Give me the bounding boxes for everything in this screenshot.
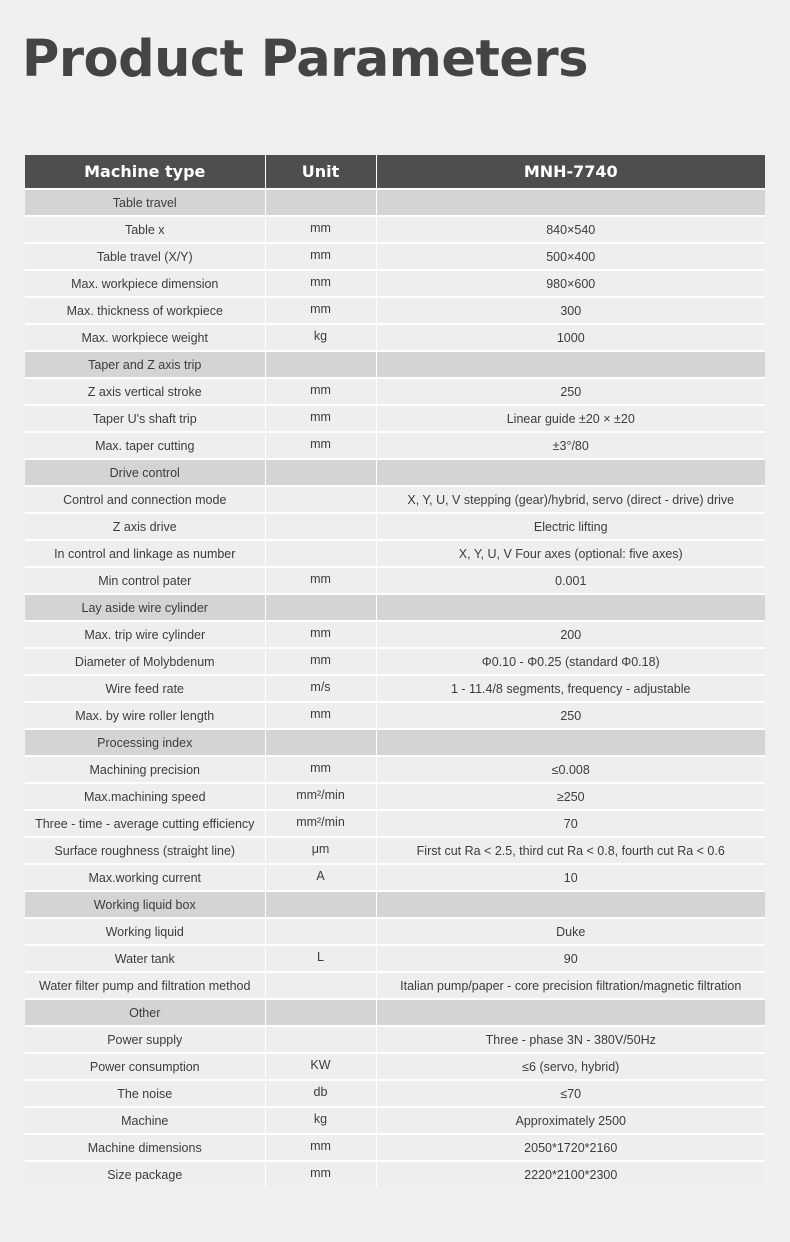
param-value: Linear guide ±20 × ±20 [376, 405, 765, 432]
section-row [25, 729, 765, 756]
table-row [25, 918, 765, 945]
section-unit [265, 594, 376, 621]
param-value: 980×600 [376, 270, 765, 297]
param-label: Machining precision [25, 756, 265, 783]
param-unit: KW [265, 1053, 376, 1080]
param-unit: mm [265, 432, 376, 459]
param-value: Three - phase 3N - 380V/50Hz [376, 1026, 765, 1053]
section-value [376, 999, 765, 1026]
table-row [25, 243, 765, 270]
param-unit [265, 1026, 376, 1053]
param-unit: A [265, 864, 376, 891]
table-row [25, 1080, 765, 1107]
param-label: Max. taper cutting [25, 432, 265, 459]
param-value: ≤6 (servo, hybrid) [376, 1053, 765, 1080]
param-unit: mm [265, 621, 376, 648]
param-unit: mm [265, 378, 376, 405]
param-value: 250 [376, 378, 765, 405]
section-unit [265, 729, 376, 756]
section-unit [265, 351, 376, 378]
section-row [25, 351, 765, 378]
table-row [25, 297, 765, 324]
param-unit: mm [265, 243, 376, 270]
table-row [25, 972, 765, 999]
param-value: Φ0.10 - Φ0.25 (standard Φ0.18) [376, 648, 765, 675]
section-value [376, 891, 765, 918]
param-label: In control and linkage as number [25, 540, 265, 567]
table-row [25, 567, 765, 594]
param-unit: mm [265, 405, 376, 432]
param-unit [265, 513, 376, 540]
param-label: Machine [25, 1107, 265, 1134]
param-label: Wire feed rate [25, 675, 265, 702]
param-label: Max. thickness of workpiece [25, 297, 265, 324]
param-unit [265, 972, 376, 999]
param-label: Min control pater [25, 567, 265, 594]
param-value: 1000 [376, 324, 765, 351]
param-value: ≤70 [376, 1080, 765, 1107]
param-label: Power supply [25, 1026, 265, 1053]
param-unit: mm [265, 702, 376, 729]
param-label: Three - time - average cutting efficiency [25, 810, 265, 837]
param-unit: mm [265, 297, 376, 324]
table-row [25, 621, 765, 648]
param-value: ≤0.008 [376, 756, 765, 783]
section-unit [265, 459, 376, 486]
param-label: Max. workpiece weight [25, 324, 265, 351]
param-value: 2220*2100*2300 [376, 1161, 765, 1187]
table-row [25, 486, 765, 513]
param-label: Max. workpiece dimension [25, 270, 265, 297]
table-header-row [25, 155, 765, 189]
spec-table [25, 155, 765, 1187]
section-label: Processing index [25, 729, 265, 756]
section-label: Table travel [25, 189, 265, 216]
param-label: Table x [25, 216, 265, 243]
table-row [25, 405, 765, 432]
param-unit: mm [265, 216, 376, 243]
param-label: Max. trip wire cylinder [25, 621, 265, 648]
param-value: 500×400 [376, 243, 765, 270]
param-value: 0.001 [376, 567, 765, 594]
table-row [25, 513, 765, 540]
param-unit: kg [265, 324, 376, 351]
param-value: 1 - 11.4/8 segments, frequency - adjustable [376, 675, 765, 702]
param-unit: mm [265, 648, 376, 675]
param-label: Control and connection mode [25, 486, 265, 513]
param-unit: L [265, 945, 376, 972]
table-row [25, 648, 765, 675]
table-row [25, 756, 765, 783]
param-label: Diameter of Molybdenum [25, 648, 265, 675]
param-unit: mm [265, 756, 376, 783]
table-row [25, 810, 765, 837]
section-label: Working liquid box [25, 891, 265, 918]
param-value: X, Y, U, V Four axes (optional: five axes) [376, 540, 765, 567]
param-value: Italian pump/paper - core precision filtration/magnetic filtration [376, 972, 765, 999]
section-unit [265, 999, 376, 1026]
section-row [25, 459, 765, 486]
table-row [25, 864, 765, 891]
param-label: Machine dimensions [25, 1134, 265, 1161]
table-row [25, 1026, 765, 1053]
section-unit [265, 189, 376, 216]
param-label: Working liquid [25, 918, 265, 945]
param-value: 10 [376, 864, 765, 891]
param-label: Size package [25, 1161, 265, 1187]
section-unit [265, 891, 376, 918]
header-machine-type: Machine type [25, 155, 265, 189]
section-value [376, 351, 765, 378]
param-value: ±3°/80 [376, 432, 765, 459]
section-label: Taper and Z axis trip [25, 351, 265, 378]
param-label: The noise [25, 1080, 265, 1107]
section-row [25, 891, 765, 918]
param-unit [265, 486, 376, 513]
section-row [25, 999, 765, 1026]
section-label: Other [25, 999, 265, 1026]
table-row [25, 216, 765, 243]
param-label: Water tank [25, 945, 265, 972]
table-row [25, 702, 765, 729]
param-label: Max.machining speed [25, 783, 265, 810]
param-label: Z axis vertical stroke [25, 378, 265, 405]
table-row [25, 1134, 765, 1161]
section-value [376, 594, 765, 621]
param-unit: m/s [265, 675, 376, 702]
param-unit: mm²/min [265, 783, 376, 810]
param-value: X, Y, U, V stepping (gear)/hybrid, servo (direct - drive) drive [376, 486, 765, 513]
table-row [25, 945, 765, 972]
param-label: Max. by wire roller length [25, 702, 265, 729]
param-value: Electric lifting [376, 513, 765, 540]
param-unit: kg [265, 1107, 376, 1134]
param-value: 840×540 [376, 216, 765, 243]
table-row [25, 837, 765, 864]
param-label: Taper U's shaft trip [25, 405, 265, 432]
param-unit: db [265, 1080, 376, 1107]
param-value: 300 [376, 297, 765, 324]
param-value: 70 [376, 810, 765, 837]
section-value [376, 459, 765, 486]
table-row [25, 540, 765, 567]
param-label: Z axis drive [25, 513, 265, 540]
param-label: Table travel (X/Y) [25, 243, 265, 270]
header-unit: Unit [265, 155, 376, 189]
param-label: Surface roughness (straight line) [25, 837, 265, 864]
table-row [25, 1161, 765, 1187]
section-label: Lay aside wire cylinder [25, 594, 265, 621]
param-value: ≥250 [376, 783, 765, 810]
section-row [25, 189, 765, 216]
param-unit: μm [265, 837, 376, 864]
section-row [25, 594, 765, 621]
param-value: 2050*1720*2160 [376, 1134, 765, 1161]
section-label: Drive control [25, 459, 265, 486]
param-value: Approximately 2500 [376, 1107, 765, 1134]
param-value: 250 [376, 702, 765, 729]
table-row [25, 270, 765, 297]
param-label: Water filter pump and filtration method [25, 972, 265, 999]
param-label: Power consumption [25, 1053, 265, 1080]
param-value: First cut Ra < 2.5, third cut Ra < 0.8, fourth cut Ra < 0.6 [376, 837, 765, 864]
param-label: Max.working current [25, 864, 265, 891]
param-value: 90 [376, 945, 765, 972]
param-unit [265, 540, 376, 567]
table-row [25, 675, 765, 702]
table-row [25, 432, 765, 459]
param-value: 200 [376, 621, 765, 648]
page-title: Product Parameters [22, 30, 588, 89]
param-unit: mm [265, 1161, 376, 1187]
param-unit: mm [265, 270, 376, 297]
table-row [25, 1107, 765, 1134]
table-row [25, 324, 765, 351]
param-unit: mm [265, 1134, 376, 1161]
table-row [25, 1053, 765, 1080]
param-unit: mm²/min [265, 810, 376, 837]
param-value: Duke [376, 918, 765, 945]
table-row [25, 378, 765, 405]
header-model: MNH-7740 [376, 155, 765, 189]
section-value [376, 189, 765, 216]
param-unit [265, 918, 376, 945]
section-value [376, 729, 765, 756]
table-row [25, 783, 765, 810]
param-unit: mm [265, 567, 376, 594]
